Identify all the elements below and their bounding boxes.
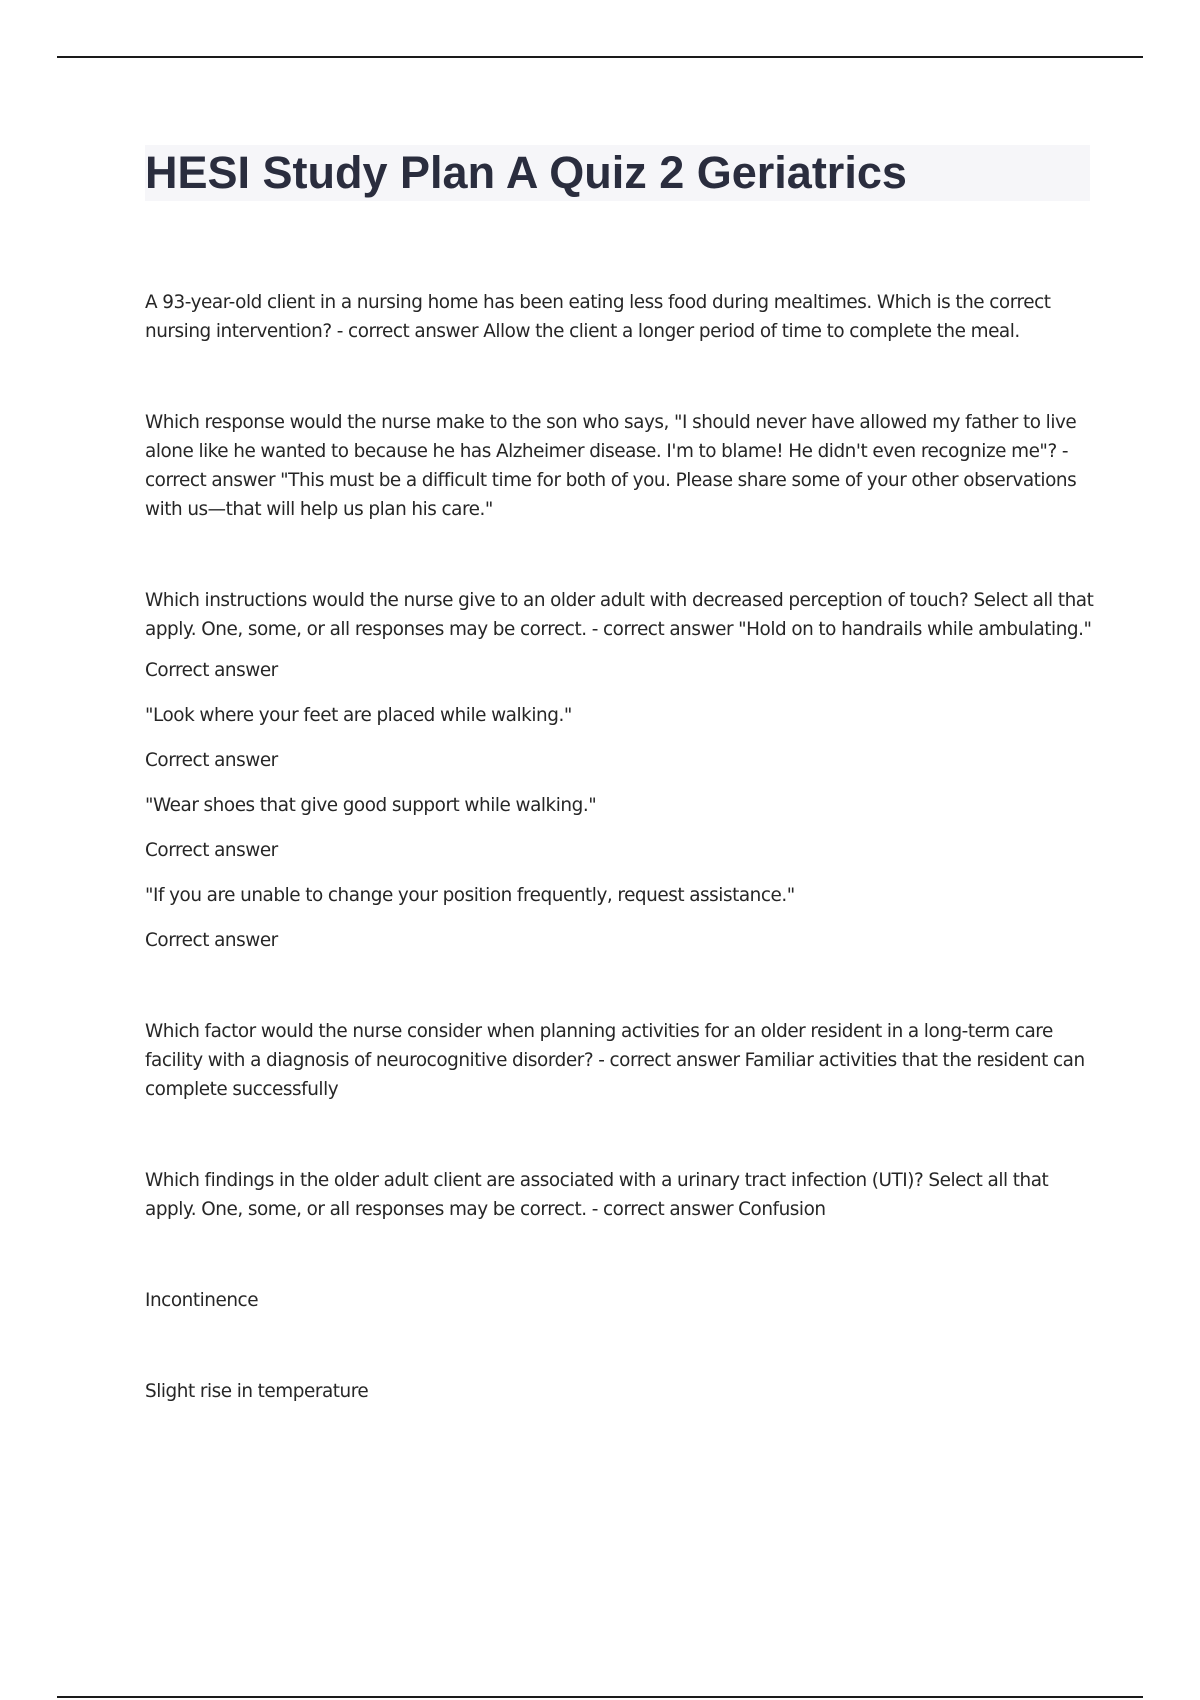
page-title: HESI Study Plan A Quiz 2 Geriatrics bbox=[145, 147, 907, 198]
answer-line: Incontinence bbox=[145, 1290, 259, 1311]
top-rule bbox=[57, 56, 1143, 58]
answer-line: "If you are unable to change your position frequently, request assistance." bbox=[145, 885, 795, 906]
question-1: A 93-year-old client in a nursing home has been eating less food during mealtimes. Which is the correct nursing intervention? - correct answer Allow the client a longer period of time to complete the meal. bbox=[145, 292, 1051, 342]
answer-line: Slight rise in temperature bbox=[145, 1381, 369, 1402]
answer-line: "Wear shoes that give good support while walking." bbox=[145, 795, 597, 816]
question-3: Which instructions would the nurse give to an older adult with decreased perception of touch? Select all that apply. One, some, or all responses may be correct. - correct answer "Hold on to handrails while ambulating." bbox=[145, 590, 1094, 640]
bottom-rule bbox=[57, 1696, 1143, 1698]
question-4: Which factor would the nurse consider when planning activities for an older resident in a long-term care facility with a diagnosis of neurocognitive disorder? - correct answer Familiar activities that the resident can complete successfully bbox=[145, 1021, 1085, 1100]
answer-line: Correct answer bbox=[145, 840, 278, 861]
answer-line: Correct answer bbox=[145, 930, 278, 951]
answer-line: Correct answer bbox=[145, 660, 278, 681]
question-5: Which findings in the older adult client are associated with a urinary tract infection (UTI)? Select all that apply. One, some, or all responses may be correct. - correct answer Confusion bbox=[145, 1170, 1049, 1220]
answer-line: Correct answer bbox=[145, 750, 278, 771]
question-2: Which response would the nurse make to the son who says, "I should never have allowed my father to live alone like he wanted to because he has Alzheimer disease. I'm to blame! He didn't even recognize me"? - correct answer "This must be a difficult time for both of you. Please share some of your other observations with us—that will help us plan his care." bbox=[145, 412, 1077, 520]
document-body bbox=[145, 288, 1095, 1468]
answer-line: "Look where your feet are placed while walking." bbox=[145, 705, 572, 726]
